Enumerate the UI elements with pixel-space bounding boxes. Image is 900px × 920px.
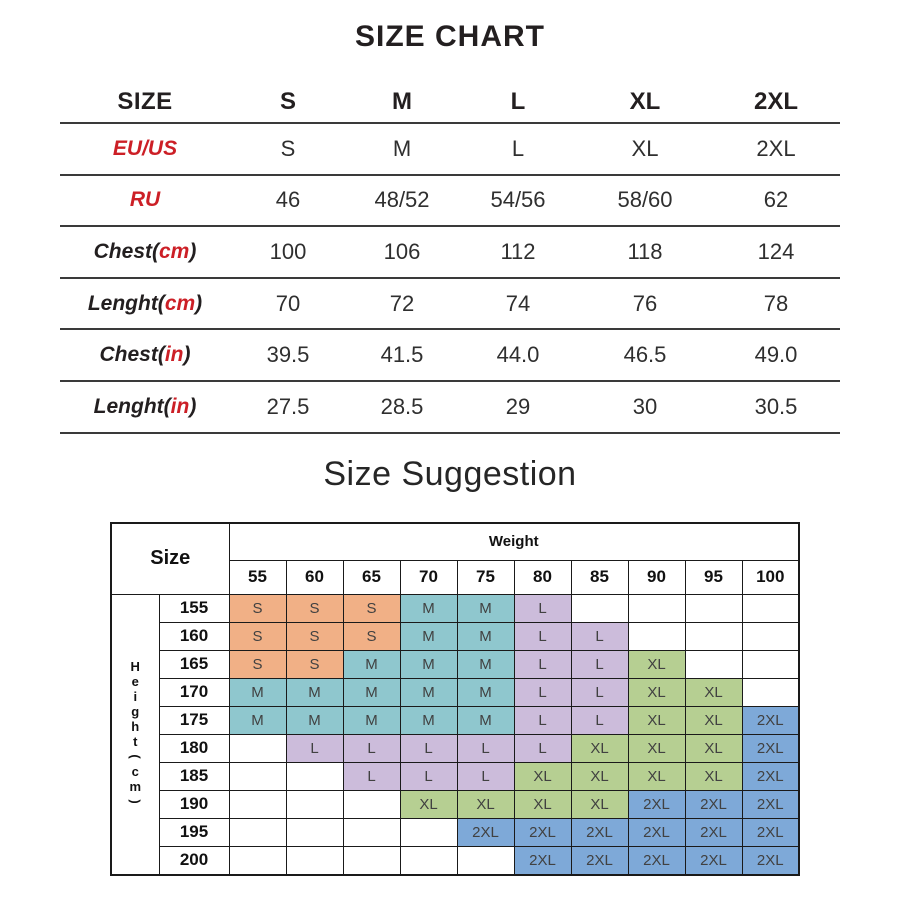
size-cell: L (514, 734, 571, 762)
size-cell: 2XL (685, 846, 742, 875)
size-cell: S (343, 594, 400, 622)
size-cell: L (400, 762, 457, 790)
size-cell: M (229, 678, 286, 706)
size-cell: S (229, 650, 286, 678)
size-cell (571, 594, 628, 622)
size-cell (286, 818, 343, 846)
size-suggestion-table (110, 522, 800, 876)
height-row-header: 190 (159, 790, 229, 818)
row-label-text: ) (189, 239, 197, 263)
size-cell: XL (571, 790, 628, 818)
row-label (60, 395, 230, 419)
size-cell (343, 818, 400, 846)
size-value: 39.5 (266, 342, 310, 368)
height-axis-char: t (133, 734, 138, 750)
size-value: 30.5 (754, 393, 798, 419)
size-cell: 2XL (685, 818, 742, 846)
page-title: SIZE CHART (355, 20, 545, 53)
size-cell: 2XL (514, 818, 571, 846)
weight-column-header: 55 (229, 560, 286, 594)
size-chart-page (0, 20, 900, 920)
size-cell: M (457, 706, 514, 734)
suggestion-row (111, 790, 799, 818)
size-cell: L (571, 650, 628, 678)
size-value: 74 (505, 290, 531, 316)
size-value: 78 (763, 290, 789, 316)
size-cell: L (514, 594, 571, 622)
size-cell: XL (685, 762, 742, 790)
size-value: S (280, 135, 296, 161)
height-axis-char: g (131, 704, 140, 720)
height-axis-char: e (131, 674, 139, 690)
size-cell: M (457, 622, 514, 650)
row-label-unit: in (164, 343, 184, 367)
size-cell (400, 818, 457, 846)
size-cell: XL (628, 650, 685, 678)
suggestion-row (111, 678, 799, 706)
row-label-unit: in (170, 394, 190, 418)
size-column-header-s: S (279, 88, 296, 115)
row-label-text: Lenght( (87, 291, 165, 315)
suggestion-row (111, 734, 799, 762)
size-cell: M (286, 706, 343, 734)
size-cell: 2XL (457, 818, 514, 846)
size-value: 54/56 (490, 187, 546, 213)
suggestion-row (111, 846, 799, 875)
size-cell: M (400, 678, 457, 706)
size-cell (343, 846, 400, 875)
size-cell: M (457, 678, 514, 706)
size-cell (685, 594, 742, 622)
size-cell: L (514, 678, 571, 706)
size-chart-row-lenght-in (60, 382, 840, 434)
size-chart-header-row (60, 82, 840, 124)
size-value: 76 (632, 290, 658, 316)
weight-axis-label: Weight (229, 523, 799, 561)
size-value: 70 (275, 290, 301, 316)
suggestion-row (111, 818, 799, 846)
height-row-header: 180 (159, 734, 229, 762)
size-cell: 2XL (742, 818, 799, 846)
weight-column-header: 85 (571, 560, 628, 594)
size-cell: XL (457, 790, 514, 818)
size-cell: 2XL (628, 790, 685, 818)
size-cell (628, 622, 685, 650)
size-chart-row-chest-in (60, 330, 840, 382)
size-cell: L (514, 622, 571, 650)
height-axis-char: h (131, 719, 140, 735)
height-row-header: 170 (159, 678, 229, 706)
size-cell: 2XL (514, 846, 571, 875)
size-column-header-xl: XL (629, 88, 661, 115)
size-cell: M (457, 650, 514, 678)
size-cell: 2XL (742, 762, 799, 790)
size-cell: M (343, 650, 400, 678)
size-cell (229, 734, 286, 762)
weight-column-header: 65 (343, 560, 400, 594)
height-row-header: 185 (159, 762, 229, 790)
size-column-header-2xl: 2XL (753, 88, 798, 115)
size-cell: S (343, 622, 400, 650)
size-value: 30 (632, 393, 658, 419)
size-cell: S (286, 622, 343, 650)
height-axis-char: c (131, 764, 139, 780)
row-label (60, 137, 230, 161)
size-cell: XL (685, 706, 742, 734)
size-chart-row-lenght-cm (60, 279, 840, 331)
size-cell: 2XL (628, 846, 685, 875)
size-cell: S (229, 594, 286, 622)
weight-column-header: 100 (742, 560, 799, 594)
row-label (60, 240, 230, 264)
suggestion-row (111, 762, 799, 790)
size-cell (628, 594, 685, 622)
size-cell: L (571, 622, 628, 650)
height-row-header: 160 (159, 622, 229, 650)
height-axis-char: ) (127, 799, 143, 804)
height-axis-char: i (133, 689, 138, 705)
size-cell (742, 650, 799, 678)
size-cell (229, 846, 286, 875)
size-value: 58/60 (617, 187, 673, 213)
size-cell: M (400, 650, 457, 678)
size-cell: M (229, 706, 286, 734)
row-label-text: Chest( (93, 239, 159, 263)
size-value: 28.5 (380, 393, 424, 419)
row-label-text: ) (183, 343, 191, 367)
row-label-text: Chest( (99, 343, 165, 367)
height-row-header: 175 (159, 706, 229, 734)
size-cell (742, 678, 799, 706)
size-cell: 2XL (628, 818, 685, 846)
size-cell: L (343, 734, 400, 762)
size-cell: L (571, 678, 628, 706)
suggestion-row (111, 594, 799, 622)
size-cell: L (400, 734, 457, 762)
size-value: 106 (383, 238, 421, 264)
size-value: 100 (269, 238, 307, 264)
size-cell: M (400, 622, 457, 650)
size-chart-row-ru (60, 176, 840, 228)
size-cell: 2XL (685, 790, 742, 818)
height-axis-char: H (130, 659, 140, 675)
size-cell: L (457, 762, 514, 790)
size-cell: XL (628, 734, 685, 762)
size-value: M (392, 135, 412, 161)
size-cell: 2XL (742, 846, 799, 875)
suggestion-row (111, 650, 799, 678)
size-cell: XL (628, 762, 685, 790)
weight-column-header: 80 (514, 560, 571, 594)
size-value: 118 (627, 238, 663, 264)
size-value: 112 (500, 238, 536, 264)
height-row-header: 200 (159, 846, 229, 875)
weight-column-header: 60 (286, 560, 343, 594)
size-cell (286, 790, 343, 818)
size-cell: XL (514, 790, 571, 818)
size-cell: XL (514, 762, 571, 790)
size-column-header-m: M (392, 88, 412, 115)
height-axis-char: m (129, 779, 142, 795)
size-value: 72 (389, 290, 415, 316)
size-cell: XL (628, 678, 685, 706)
size-cell (229, 762, 286, 790)
size-column-header-l: L (510, 88, 526, 115)
size-cell (343, 790, 400, 818)
size-cell: M (400, 706, 457, 734)
size-cell (457, 846, 514, 875)
row-label (60, 292, 230, 316)
size-value: 124 (757, 238, 795, 264)
size-suggestion-title: Size Suggestion (323, 454, 577, 493)
size-value: L (511, 135, 525, 161)
size-value: 49.0 (754, 342, 798, 368)
size-cell: 2XL (742, 734, 799, 762)
weight-column-header: 95 (685, 560, 742, 594)
size-cell: L (286, 734, 343, 762)
height-axis-label (111, 594, 159, 875)
size-corner-label: Size (111, 523, 229, 595)
size-cell: L (514, 706, 571, 734)
size-cell (400, 846, 457, 875)
size-cell: XL (571, 762, 628, 790)
size-cell: M (400, 594, 457, 622)
size-value: XL (631, 135, 659, 161)
row-label-unit: cm (158, 239, 190, 263)
size-cell: 2XL (742, 790, 799, 818)
size-value: 46.5 (623, 342, 667, 368)
size-cell: XL (400, 790, 457, 818)
size-chart-table (60, 82, 840, 434)
size-cell (742, 594, 799, 622)
size-value: 48/52 (374, 187, 430, 213)
row-label-unit: EU/US (112, 136, 178, 160)
height-row-header: 195 (159, 818, 229, 846)
row-label-unit: cm (164, 291, 196, 315)
suggestion-row (111, 622, 799, 650)
size-cell: 2XL (571, 846, 628, 875)
size-cell (286, 762, 343, 790)
size-cell: M (343, 706, 400, 734)
height-axis-char: ( (127, 754, 143, 759)
size-cell (229, 818, 286, 846)
size-cell: 2XL (571, 818, 628, 846)
weight-column-header: 75 (457, 560, 514, 594)
size-cell: S (286, 594, 343, 622)
row-label-text: Lenght( (93, 394, 171, 418)
size-value: 41.5 (380, 342, 424, 368)
size-value: 62 (763, 187, 789, 213)
size-chart-row-chest-cm (60, 227, 840, 279)
size-cell (685, 650, 742, 678)
size-cell: XL (628, 706, 685, 734)
size-cell: M (286, 678, 343, 706)
size-chart-row-euus (60, 124, 840, 176)
height-row-header: 165 (159, 650, 229, 678)
size-value: 44.0 (496, 342, 540, 368)
size-cell: 2XL (742, 706, 799, 734)
size-cell: L (571, 706, 628, 734)
size-cell: XL (685, 678, 742, 706)
row-label-unit: RU (129, 188, 161, 212)
size-cell (286, 846, 343, 875)
size-value: 27.5 (266, 393, 310, 419)
row-label (60, 188, 230, 212)
size-cell: XL (571, 734, 628, 762)
size-value: 2XL (756, 135, 796, 161)
height-row-header: 155 (159, 594, 229, 622)
size-cell: M (457, 594, 514, 622)
size-cell (229, 790, 286, 818)
size-cell: XL (685, 734, 742, 762)
size-cell: L (457, 734, 514, 762)
row-label-text: ) (195, 291, 203, 315)
weight-column-header: 70 (400, 560, 457, 594)
size-cell: M (343, 678, 400, 706)
size-cell: S (229, 622, 286, 650)
row-label-text: ) (189, 394, 197, 418)
suggestion-row (111, 706, 799, 734)
size-value: 46 (275, 187, 301, 213)
size-cell: S (286, 650, 343, 678)
size-cell: L (343, 762, 400, 790)
size-cell (685, 622, 742, 650)
size-value: 29 (505, 393, 531, 419)
size-cell: L (514, 650, 571, 678)
row-label (60, 343, 230, 367)
size-chart-header-label: SIZE (117, 88, 173, 115)
weight-column-header: 90 (628, 560, 685, 594)
size-cell (742, 622, 799, 650)
